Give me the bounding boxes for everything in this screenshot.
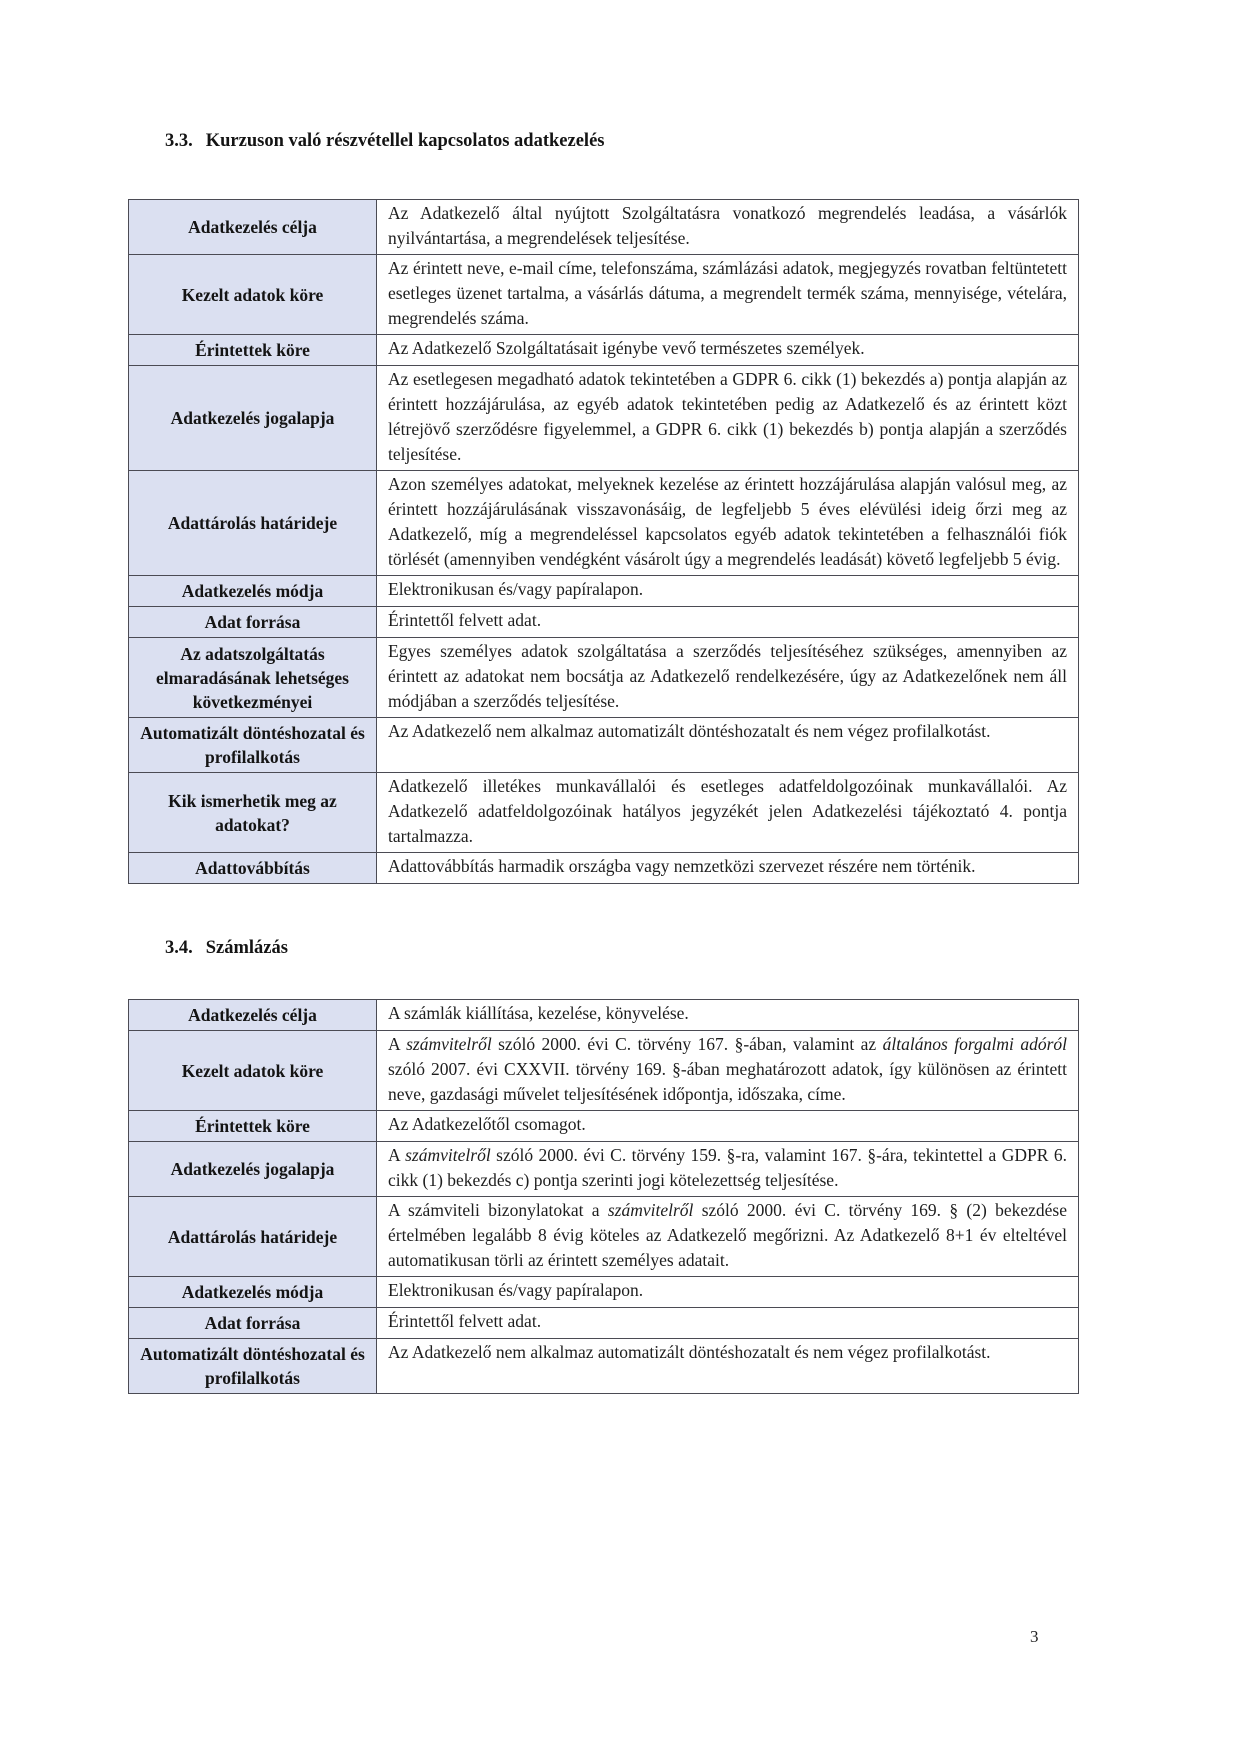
table-row bbox=[129, 1197, 1079, 1277]
row-label-cell: Adatkezelés célja bbox=[129, 200, 377, 255]
heading-title: Kurzuson való részvétellel kapcsolatos adatkezelés bbox=[205, 131, 605, 151]
page-number: 3 bbox=[1030, 1627, 1039, 1646]
page-content bbox=[128, 0, 1078, 1394]
table-row bbox=[129, 200, 1079, 255]
row-label-cell: Az adatszolgáltatás elmaradásának lehetséges következményei bbox=[129, 638, 377, 718]
row-label-cell: Adatkezelés módja bbox=[129, 1277, 377, 1308]
row-value-cell: Az Adatkezelő nem alkalmaz automatizált döntéshozatalt és nem végez profilalkotást. bbox=[377, 718, 1079, 773]
row-label-cell: Adatkezelés jogalapja bbox=[129, 1142, 377, 1197]
data-processing-table-billing bbox=[128, 999, 1079, 1394]
table-row bbox=[129, 255, 1079, 335]
row-value-cell: Adattovábbítás harmadik országba vagy nemzetközi szervezet részére nem történik. bbox=[377, 853, 1079, 884]
value-text-segment: A számviteli bizonylatokat a bbox=[388, 1200, 608, 1220]
table-row bbox=[129, 638, 1079, 718]
row-label-cell: Adattárolás határideje bbox=[129, 471, 377, 576]
table-row bbox=[129, 366, 1079, 471]
table-row bbox=[129, 1339, 1079, 1394]
row-value-cell: Az Adatkezelő Szolgáltatásait igénybe vevő természetes személyek. bbox=[377, 335, 1079, 366]
row-value-cell bbox=[377, 1031, 1079, 1111]
table-row bbox=[129, 335, 1079, 366]
table-row bbox=[129, 1142, 1079, 1197]
table-row bbox=[129, 576, 1079, 607]
row-value-cell: Az érintett neve, e-mail címe, telefonszáma, számlázási adatok, megjegyzés rovatban feltüntetett esetleges üzenet tartalma, a vásárlás dátuma, a megrendelt termék száma, mennyisége, vételára, megrendelés száma. bbox=[377, 255, 1079, 335]
table-row bbox=[129, 773, 1079, 853]
value-italic-segment: általános forgalmi adóról bbox=[882, 1034, 1067, 1054]
row-value-cell: Az Adatkezelőtől csomagot. bbox=[377, 1111, 1079, 1142]
table-row bbox=[129, 1000, 1079, 1031]
value-text-segment: szóló 2000. évi C. törvény 167. §-ában, valamint az bbox=[491, 1034, 883, 1054]
heading-3-4 bbox=[165, 938, 1078, 959]
table-row bbox=[129, 1031, 1079, 1111]
row-value-cell: Az esetlegesen megadható adatok tekintetében a GDPR 6. cikk (1) bekezdés a) pontja alapján az érintett hozzájárulása, az egyéb adatok tekintetében pedig az Adatkezelő és az érintett közt létrejövő szerződésre figyelemmel, a GDPR 6. cikk (1) bekezdés b) pontja alapján a szerződés teljesítése. bbox=[377, 366, 1079, 471]
row-value-cell: Elektronikusan és/vagy papíralapon. bbox=[377, 576, 1079, 607]
row-label-cell: Adat forrása bbox=[129, 1308, 377, 1339]
row-value-cell: Az Adatkezelő nem alkalmaz automatizált döntéshozatalt és nem végez profilalkotást. bbox=[377, 1339, 1079, 1394]
heading-number: 3.3. bbox=[165, 131, 193, 151]
row-label-cell: Kik ismerhetik meg az adatokat? bbox=[129, 773, 377, 853]
row-label-cell: Kezelt adatok köre bbox=[129, 1031, 377, 1111]
row-value-cell: Érintettől felvett adat. bbox=[377, 1308, 1079, 1339]
row-label-cell: Adat forrása bbox=[129, 607, 377, 638]
heading-number: 3.4. bbox=[165, 938, 193, 958]
row-value-cell: Azon személyes adatokat, melyeknek kezelése az érintett hozzájárulása alapján valósul meg, az érintett hozzájárulásának visszavonásáig, de legfeljebb 5 éves elévülési ideig őrzi meg az Adatkezelő, míg a megrendeléssel kapcsolatos egyéb adatok tekintetében a felhasználói fiók törlését (amennyiben vendégként vásárolt úgy a megrendelés leadását) követő legfeljebb 5 évig. bbox=[377, 471, 1079, 576]
value-italic-segment: számvitelről bbox=[406, 1034, 492, 1054]
value-italic-segment: számvitelről bbox=[405, 1145, 491, 1165]
row-label-cell: Adatkezelés jogalapja bbox=[129, 366, 377, 471]
row-label-cell: Adattárolás határideje bbox=[129, 1197, 377, 1277]
row-label-cell: Adattovábbítás bbox=[129, 853, 377, 884]
row-label-cell: Kezelt adatok köre bbox=[129, 255, 377, 335]
row-value-cell: Adatkezelő illetékes munkavállalói és esetleges adatfeldolgozóinak munkavállalói. Az Adatkezelő adatfeldolgozóinak hatályos jegyzékét jelen Adatkezelési tájékoztató 4. pontja tartalmazza. bbox=[377, 773, 1079, 853]
row-label-cell: Érintettek köre bbox=[129, 335, 377, 366]
row-value-cell: A számlák kiállítása, kezelése, könyvelése. bbox=[377, 1000, 1079, 1031]
table-row bbox=[129, 1111, 1079, 1142]
value-text-segment: A bbox=[388, 1034, 407, 1054]
row-value-cell bbox=[377, 1142, 1079, 1197]
row-value-cell: Az Adatkezelő által nyújtott Szolgáltatásra vonatkozó megrendelés leadása, a vásárlók nyilvántartása, a megrendelések teljesítése. bbox=[377, 200, 1079, 255]
value-text-segment: szóló 2007. évi CXXVII. törvény 169. §-ában meghatározott adatok, így különösen az érintett neve, gazdasági művelet teljesítésének időpontja, időszaka, címe. bbox=[388, 1059, 1067, 1104]
row-label-cell: Adatkezelés célja bbox=[129, 1000, 377, 1031]
table-row bbox=[129, 1277, 1079, 1308]
row-value-cell: Egyes személyes adatok szolgáltatása a szerződés teljesítéséhez szükséges, amennyiben az érintett az adatokat nem bocsátja az Adatkezelő rendelkezésére, úgy az Adatkezelőnek nem áll módjában a szerződés teljesítése. bbox=[377, 638, 1079, 718]
value-text-segment: szóló 2000. évi C. törvény 169. § (2) bekezdése értelmében legalább 8 évig köteles az Adatkezelő megőrizni. Az Adatkezelő 8+1 év elteltével automatikusan törli az érintett személyes adatait. bbox=[388, 1200, 1067, 1270]
table-row bbox=[129, 607, 1079, 638]
row-label-cell: Automatizált döntéshozatal és profilalkotás bbox=[129, 718, 377, 773]
row-value-cell: Elektronikusan és/vagy papíralapon. bbox=[377, 1277, 1079, 1308]
heading-title: Számlázás bbox=[205, 938, 288, 958]
row-label-cell: Adatkezelés módja bbox=[129, 576, 377, 607]
value-text-segment: A bbox=[388, 1145, 406, 1165]
value-text-segment: szóló 2000. évi C. törvény 159. §-ra, valamint 167. §-ára, tekintettel a GDPR 6. cikk (1) bekezdés c) pontja szerinti jogi kötelezettség teljesítése. bbox=[388, 1145, 1067, 1190]
table-row bbox=[129, 853, 1079, 884]
row-label-cell: Érintettek köre bbox=[129, 1111, 377, 1142]
table-row bbox=[129, 718, 1079, 773]
table-row bbox=[129, 1308, 1079, 1339]
row-value-cell bbox=[377, 1197, 1079, 1277]
row-label-cell: Automatizált döntéshozatal és profilalkotás bbox=[129, 1339, 377, 1394]
data-processing-table-course bbox=[128, 199, 1079, 884]
row-value-cell: Érintettől felvett adat. bbox=[377, 607, 1079, 638]
value-italic-segment: számvitelről bbox=[607, 1200, 694, 1220]
table-row bbox=[129, 471, 1079, 576]
heading-3-3 bbox=[165, 131, 1078, 152]
